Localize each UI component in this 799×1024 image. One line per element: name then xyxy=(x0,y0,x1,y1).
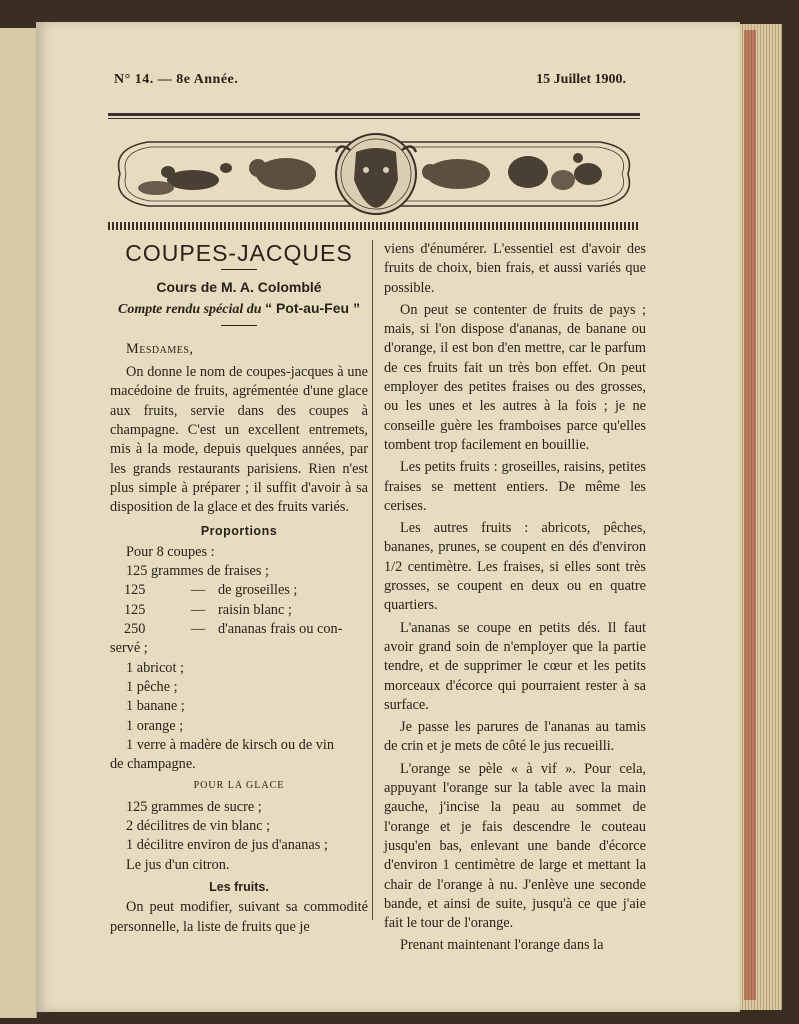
ingredient-continuation: de champagne. xyxy=(110,756,196,773)
article-title: COUPES-JACQUES xyxy=(125,240,353,266)
body-paragraph: L'ananas se coupe en petits dés. Il faut avoir grand soin de n'employer que la partie tendre, et de supprimer le cœur et les petits morceaux d'écorce qui pourraient rester à sa surface. xyxy=(384,619,646,713)
issue-date: 15 Juillet 1900. xyxy=(536,72,626,87)
ingredient-text: raisin blanc ; xyxy=(218,601,292,618)
ingredient-line: 1 banane ; xyxy=(126,698,185,715)
report-byline xyxy=(110,299,368,319)
byline-rule xyxy=(221,325,257,326)
proportions-heading: Proportions xyxy=(200,523,278,538)
ingredient-line xyxy=(110,620,368,639)
report-publication: “ Pot-au-Feu ” xyxy=(265,299,360,316)
ingredient-line: 125 grammes de fraises ; xyxy=(126,563,269,580)
header-rule-thick xyxy=(108,113,640,116)
glace-line: 125 grammes de sucre ; xyxy=(126,798,262,815)
sheep-vignette xyxy=(249,158,316,190)
ducks-vignette xyxy=(138,163,232,195)
banner-strip xyxy=(108,222,640,230)
body-paragraph: On peut se contenter de fruits de pays ; mais, si l'on dispose d'ananas, de banane ou d'orange, il est bon d'en mettre, car le parfum de ces fruits fait un très bon effet. On peut employer des petites fraises ou des grosses, ou les unes et les autres à la fois ; je ne conseille guère les framboises parce qu'elles tombent trop facilement en bouillie. xyxy=(384,301,646,453)
body-paragraph: L'orange se pèle « à vif ». Pour cela, appuyant l'orange sur la table avec la main gauche, j'incise la peau au sommet de l'orange et je fais descendre le couteau jusqu'en bas, enlevant une bande d'écorce d'environ 1 centimètre de large et mettant la chair de l'orange à nu. J'enlève une seconde bande, et ainsi de suite, jusqu'à ce que j'aie fait le tour de l'orange. xyxy=(384,760,646,932)
ingredient-line xyxy=(110,601,368,620)
ingredient-line: 1 abricot ; xyxy=(126,659,184,676)
page-header xyxy=(80,70,626,96)
body-paragraph: Les petits fruits : groseilles, raisins, petites fraises se mettent entiers. De même les cerises. xyxy=(384,459,646,514)
title-rule xyxy=(221,269,257,270)
ingredient-qty: 250 xyxy=(124,621,146,638)
ingredient-qty: 125 xyxy=(124,582,146,599)
left-column xyxy=(110,240,368,937)
glace-line: 1 décilitre environ de jus d'ananas ; xyxy=(126,837,328,854)
fruits-heading: Les fruits. xyxy=(209,879,269,894)
facing-page-edge xyxy=(0,28,37,1018)
ingredient-line: 1 orange ; xyxy=(126,717,184,734)
ingredient-text: de groseilles ; xyxy=(218,582,298,599)
body-paragraph: Prenant maintenant l'orange dans la xyxy=(400,937,604,954)
header-rule-thin xyxy=(108,118,640,119)
proportions-intro: Pour 8 coupes : xyxy=(126,543,215,560)
body-paragraph: viens d'énumérer. L'essentiel est d'avoir des fruits de choix, bien frais, et aussi variés que possible. xyxy=(384,241,646,296)
salutation: Mesdames, xyxy=(126,340,194,357)
column-divider xyxy=(372,240,373,920)
report-prefix: Compte rendu spécial du xyxy=(118,301,266,317)
issue-number: N° 14. — 8e Année. xyxy=(114,72,239,87)
ingredient-line: 1 verre à madère de kirsch ou de vin xyxy=(126,736,335,753)
ingredient-text: d'ananas frais ou con- xyxy=(218,621,343,638)
binding-edge xyxy=(744,30,756,1000)
course-byline: Cours de M. A. Colomblé xyxy=(156,279,322,296)
decorative-banner xyxy=(108,128,640,220)
cow-medallion xyxy=(336,134,416,214)
ingredient-line: 1 pêche ; xyxy=(126,678,178,695)
body-paragraph: Je passe les parures de l'ananas au tamis de crin et je mets de côté le jus recueilli. xyxy=(384,719,646,755)
ingredient-continuation: servé ; xyxy=(110,640,148,657)
glace-heading: POUR LA GLACE xyxy=(193,780,285,792)
right-column xyxy=(384,240,646,959)
pig-vignette xyxy=(422,159,490,189)
intro-paragraph: On donne le nom de coupes-jacques à une macédoine de fruits, agrémentée d'une glace aux fruits, servie dans des coupes à champagne. C'est un excellent entremets, mis à la mode, depuis quelques années, par les grands restaurants parisiens. Rien n'est plus simple à préparer ; il suffit d'avoir à sa disposition de la glace et des fruits variés. xyxy=(110,364,368,516)
glace-line: Le jus d'un citron. xyxy=(126,856,230,873)
ditto-dash: — xyxy=(190,582,206,599)
fruits-intro: On peut modifier, suivant sa commodité personnelle, la liste de fruits que je xyxy=(110,899,368,935)
ingredient-qty: 125 xyxy=(124,601,146,618)
glace-line: 2 décilitres de vin blanc ; xyxy=(126,818,271,835)
ingredient-line xyxy=(110,581,368,600)
poultry-vignette xyxy=(508,153,602,190)
body-paragraph: Les autres fruits : abricots, pêches, bananes, prunes, se coupent en dés d'environ 1/2 centimètre. Les fraises, si elles sont très grosses, se coupent en deux ou en quatre quartiers. xyxy=(384,520,646,614)
ditto-dash: — xyxy=(190,601,206,618)
ditto-dash: — xyxy=(190,621,206,638)
